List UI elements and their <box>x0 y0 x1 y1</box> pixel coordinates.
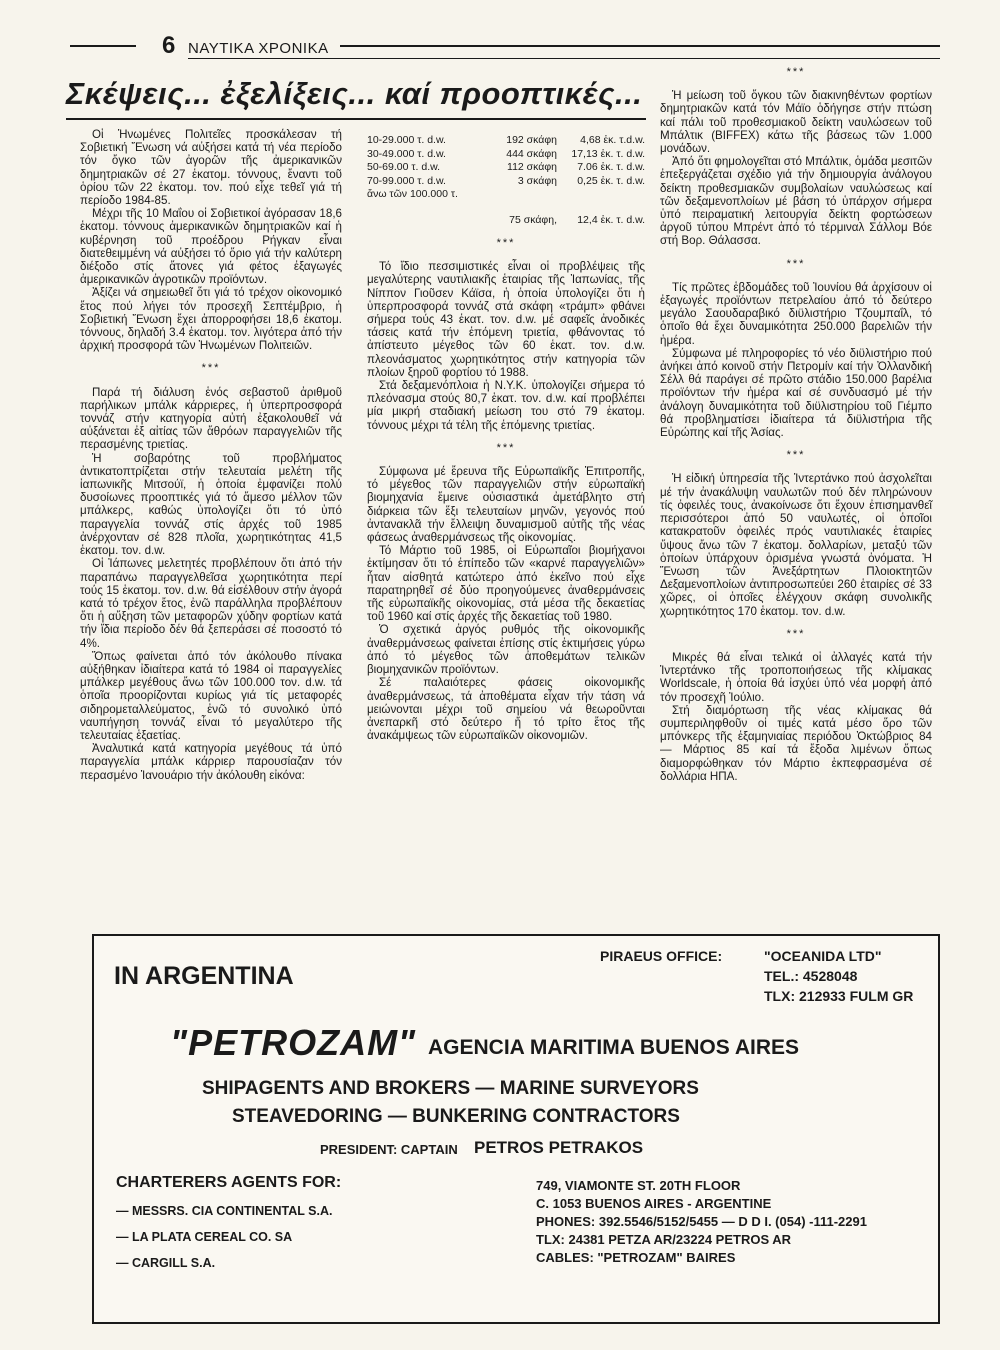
paragraph: Σέ παλαιότερες φάσεις οἰκονομικῆς ἀναθερμάνσεως, τά ἀποθέματα εἶχαν τήν τάση νά μειώνονται μέχρι τοῦ σημείου νά θεωροῦνται ἀνεπαρκῆ στό δεύτερο ἤ τό τρίτο ἔτος τῆς ἀνακάμψεως τῶν εὐρωπαϊκῶν οἰκονομιῶν. <box>367 676 645 743</box>
section-separator: *** <box>496 441 516 454</box>
paragraph: Ὁ σχετικά ἀργός ρυθμός τῆς οἰκονομικῆς ἀναθερμάνσεως φαίνεται ἐπίσης στίς ἐκτιμήσεις γύρω ἀπό τό μέγεθος τῶν ἀποθεμάτων τελικῶν βιομηχανικῶν προϊόντων. <box>367 623 645 677</box>
paragraph: Μέχρι τῆς 10 Μαΐου οἱ Σοβιετικοί ἀγόρασαν 18,6 ἑκατομ. τόννους ἀμερικανικῶν δημητριακῶν καί ἡ κυβέρνηση τοῦ προέδρου Ρήγκαν εἶναι διατεθειμμένη νά αὐξήσει τό ὅριο γιά τήν καλύτερη διέξοδο στίς ἄτονες γιά φέτος ἐξαγωγές ἀμερικανικῶν ἀγροτικῶν προϊόντων. <box>80 207 342 287</box>
table-cell-ships: 112 σκάφη <box>507 161 557 173</box>
paragraph: Τίς πρῶτες ἑβδομάδες τοῦ Ἰουνίου θά ἀρχίσουν οἱ ἐξαγωγές προϊόντων πετρελαίου ἀπό τό δεύτερο μεγάλο Σαουδαραβικό διϋλιστήριο Τζουμπαΐλ, τό ὁποῖο θά ἔχει δυναμικότητα 250.000 βαρελιῶν τήν ἡμέρα. <box>660 280 932 347</box>
column-right <box>660 66 932 783</box>
advertisement-petrozam <box>92 934 940 1324</box>
ad-president-name: PETROS PETRAKOS <box>474 1138 644 1157</box>
ad-cables: CABLES: "PETROZAM" BAIRES <box>536 1250 736 1265</box>
paragraph: Ἡ μείωση τοῦ ὄγκου τῶν διακινηθέντων φορτίων δημητριακῶν κατά τόν Μάϊο ὁδήγησε στήν πτώση καί πάλι τοῦ προθεσμιακοῦ δείκτη ναυλώσεων τοῦ Μπάλτικ (BIFFEX) κάτω τῆς βάσεως τῶν 1.000 μονάδων. <box>660 89 932 156</box>
ad-company-name: "PETROZAM" <box>170 1022 417 1063</box>
table-cell-ships: 444 σκάφη <box>506 147 557 160</box>
paragraph: Οἱ Ἰάπωνες μελετητές προβλέπουν ὅτι ἀπό τήν παραπάνω παραγγελθεῖσα χωρητικότητα περί τούς 15 ἑκατομ. τον. d.w. θά εἰσέλθουν στήν ἀγορά κατά τό τρέχον ἔτος, ἐνῶ παράλληλα προβλέπουν ὅτι ἡ αὔξηση τῶν μεταφορῶν χύδην φορτίων κατά τήν ἴδια περίοδο δέν θά ξεπεράσει σέ ποσοστό τό 4%. <box>80 557 342 650</box>
ad-address-line-2: C. 1053 BUENOS AIRES - ARGENTINE <box>536 1196 772 1211</box>
ad-charterer-item: — MESSRS. CIA CONTINENTAL S.A. <box>116 1204 333 1218</box>
table-cell-size: 30-49.000 τ. d.w. <box>367 147 446 160</box>
section-separator: *** <box>786 66 806 78</box>
ad-office-tel: TEL.: 4528048 <box>764 968 858 984</box>
paragraph: Ὅπως φαίνεται ἀπό τόν ἀκόλουθο πίνακα αὐξήθηκαν ἰδιαίτερα κατά τό 1984 οἱ παραγγελίες μπάλκερ μεγέθους ἄνω τῶν 100.000 τον. d.w. τά ὁποῖα προορίζονται κυρίως γιά τίς μεταφορές σιδηρομεταλλεύματος, ἐνῶ τό συνολικό ὑπό ναυπήγηση τοννάζ εἶναι τό μεγαλύτερο τῆς τελευταίας ἑξαετίας. <box>80 649 342 742</box>
paragraph: Μικρές θά εἶναι τελικά οἱ ἀλλαγές κατά τήν Ἰντερτάνκο τῆς τροποποιήσεως τῆς κλίμακας Worldscale, ἡ ὁποία θά ἰσχύει ὑπό νέα μορφή ἀπό τόν προσεχῆ Ἰούλιο. <box>660 650 932 704</box>
ad-office-name: "OCEANIDA LTD" <box>764 948 882 964</box>
article-headline: Σκέψεις... ἐξελίξεις... καί προοπτικές... <box>66 76 643 111</box>
section-separator: *** <box>786 627 806 640</box>
publication-name: ΝΑΥΤΙΚΑ ΧΡΟΝΙΚΑ <box>188 40 329 57</box>
ad-telex: TLX: 24381 PETZA AR/23224 PETROS AR <box>536 1232 792 1247</box>
paragraph: Τό Μάρτιο τοῦ 1985, οἱ Εὐρωπαῖοι βιομήχανοι ἐκτίμησαν ὅτι τό ἐπίπεδο τῶν «καρνέ παραγγελιῶν» ἦταν αἰσθητά κατώτερο ἀπό ἐκεῖνο πού εἶχε παρατηρηθεῖ σέ δύο προηγούμενες ἀναθερμάνσεις τῆς εὐρωπαϊκῆς οἰκονομίας, στά μέσα τῆς δεκαετίας τοῦ 1960 καί στίς ἀρχές τῆς δεκαετίας τοῦ 1980. <box>367 544 645 624</box>
ad-services-line-1: SHIPAGENTS AND BROKERS — MARINE SURVEYORS <box>202 1078 699 1099</box>
section-separator: *** <box>786 449 806 462</box>
paragraph: Στά δεξαμενόπλοια ἡ Ν.Υ.Κ. ὑπολογίζει σήμερα τό πλεόνασμα στούς 80,7 ἑκατ. τον. d.w. καί προβλέπει μία μικρή σταδιακή μείωση του στό 79 ἑκατομ. τόννους μέχρι τά τέλη τῆς ἑπόμενης τριετίας. <box>367 379 645 432</box>
table-row <box>367 134 645 148</box>
paragraph: Οἱ Ἡνωμένες Πολιτεῖες προσκάλεσαν τή Σοβιετική Ἕνωση νά αὐξήσει κατά τή νέα περίοδο τόν ὄγκο τῶν ἀγορῶν τῆς ἀμερικανικῶν δημητριακῶν σέ 27 ἑκατομ. τόννους, ἔναντι τοῦ ὁρίου τῶν 22 ἑκατομ. τον. πού εἶχε τεθεῖ γιά τή περίοδο 1984-85. <box>80 128 342 208</box>
ad-office-telex: TLX: 212933 FULM GR <box>764 988 914 1004</box>
table-cell-size: 70-99.000 τ. d.w. <box>367 174 446 187</box>
headline-rule <box>66 118 646 120</box>
table-cell-dwt: 4,68 ἑκ. τ.d.w. <box>580 134 645 146</box>
ad-office-label: PIRAEUS OFFICE: <box>600 948 723 964</box>
table-cell-dwt: 12,4 ἑκ. τ. d.w. <box>577 213 645 226</box>
ad-charterer-item: — CARGILL S.A. <box>116 1256 216 1270</box>
table-cell-dwt: 7.06 ἑκ. τ. d.w. <box>577 161 645 173</box>
paragraph: Ἀξίζει νά σημειωθεῖ ὅτι γιά τό τρέχον οἰκονομικό ἔτος πού λήγει τόν προσεχῆ Σεπτέμβριο, ἡ Σοβιετική Ἕνωση ἔχει ἀπορροφήσει 18,6 ἑκατομ. τόννους, δηλαδή 3.4 ἑκατομ. τον. λιγότερα ἀπό τήν ἀρχική προσφορά τῶν Ἡνωμένων Πολιτειῶν. <box>80 286 342 353</box>
paragraph: Σύμφωνα μέ πληροφορίες τό νέο διϋλιστήριο πού ἀνήκει ἀπό κοινοῦ στήν Πετρομίν καί τήν Ὀλλανδική Σέλλ θά παράγει σέ πρῶτο στάδιο 150.000 βαρέλια προϊόντων τήν ἡμέρα καί σέ συνδυασμό μέ τήν ἀνάλογη δυναμικότητα τοῦ διϋλιστηρίου τοῦ Γιέμπο θά προβληματίσει ἰδιαίτερα τά διϋλιστήρια τῆς Εὐρώπης καί τῆς Ἀσίας. <box>660 346 932 440</box>
table-row <box>367 148 645 162</box>
ad-charterer-item: — LA PLATA CEREAL CO. SA <box>116 1230 293 1244</box>
header-rule-right <box>340 45 940 47</box>
ad-region: IN ARGENTINA <box>114 962 294 990</box>
table-cell-size: 10-29.000 τ. d.w. <box>367 134 446 146</box>
ad-phones: PHONES: 392.5546/5152/5455 — D D I. (054) -111-2291 <box>536 1214 867 1229</box>
table-cell-ships: 75 σκάφη, <box>509 213 557 226</box>
table-row <box>367 161 645 175</box>
paragraph: Ἀπό ὅτι φημολογεῖται στό Μπάλτικ, ὁμάδα μεσιτῶν ἐπεξεργάζεται σχέδιο γιά τήν δημιουργία ἀνάλογου δείκτη προθεσμιακῶν συμβολαίων ναυλώσεως καί τῶν δεξαμενοπλοίων μέ βάση τό ὑπάρχον σήμερα ὑπό πειραματική λειτουργία δείκτη φορτώσεων ἀργοῦ τύπου Μπρέντ ἀπό τό τέρμιναλ Σάλλομ Βόε στή Βορ. Θάλασσα. <box>660 155 932 248</box>
column-middle <box>367 134 645 742</box>
ad-charterers-title: CHARTERERS AGENTS FOR: <box>116 1174 342 1191</box>
table-cell-size: 50-69.00 τ. d.w. <box>367 161 441 173</box>
ad-company-subtitle: AGENCIA MARITIMA BUENOS AIRES <box>428 1036 800 1059</box>
table-cell-ships <box>475 188 565 202</box>
page-header <box>70 34 940 62</box>
table-cell-dwt <box>565 188 645 202</box>
paragraph: Ἡ σοβαρότης τοῦ προβλήματος ἀντικατοπτρίζεται στήν τελευταία μελέτη τῆς ἰαπωνικῆς Μιτσούϊ, ἡ ὁποία ἐμφανίζει πολύ δυσοίωνες προοπτικές γιά τό ἄμεσο μέλλον τῶν μπάλκερς, καθώς ὑπολογίζει ὅτι τό ὑπό παραγγελία τοννάζ στίς ἀρχές τοῦ 1985 ἀνέρχονταν σέ 828 πλοῖα, χωρητικότητας 41,5 ἑκατομ. τον. d.w. <box>80 451 342 558</box>
table-cell-dwt: 17,13 ἑκ. τ. d.w. <box>571 147 645 160</box>
table-row <box>367 188 645 202</box>
section-separator: *** <box>201 362 221 375</box>
paragraph: Ἡ εἰδική ὑπηρεσία τῆς Ἰντερτάνκο πού ἀσχολεῖται μέ τήν ἀνακάλυψη ναυλωτῶν πού δέν πληρώνουν τίς ὀφειλές τους, ἀνακοίνωσε ὅτι ἔχουν ἐπισημανθεῖ περισσότεροι ἀπό 50 ναυλωτές, οἱ ὁποῖοι κατακρατοῦν ὀφειλές πρός ναυτιλιακές ἑταιρίες ὕψους ἄνω τῶν 7 ἑκατομ. δολλαρίων, μεταξύ τῶν ὁποίων ὑπάρχουν ὁρισμένα γνωστά ὀνόματα. Ἡ Ἕνωση τῶν Ἀνεξάρτητων Πλοιοκτητῶν Δεξαμενοπλοίων ἀντιπροσωπεύει 260 ἑταιρίες σέ 33 χῶρες, οἱ ὁποῖες ἐλέγχουν σκάφη συνολικῆς χωρητικότητος 170 ἑκατομ. τον. d.w. <box>660 472 932 618</box>
paragraph: Ἀναλυτικά κατά κατηγορία μεγέθους τά ὑπό παραγγελία μπάλκ κάρριερ παρουσίαζαν τόν περασμένο Ἰανουάριο τήν ἀκόλουθη εἰκόνα: <box>80 742 342 782</box>
column-left <box>80 128 342 782</box>
table-cell-size: ἄνω τῶν 100.000 τ. <box>367 188 458 200</box>
section-separator: *** <box>786 257 806 270</box>
table-cell-ships: 192 σκάφη <box>506 134 557 146</box>
paragraph: Τό ἴδιο πεσσιμιστικές εἶναι οἱ προβλέψεις τῆς μεγαλύτερης ναυτιλιακῆς ἑταιρίας τῆς Ἰαπωνίας, τῆς Νίππον Γιοῦσεν Κάϊσα, ἡ ὁποία ὑπολογίζει ὅτι ἡ ὑπερπροσφορά τοννάζ στά σκάφη «τράμπ» φθάνει σήμερα τούς 43 ἑκατ. τον. d.w. μέ σαφεῖς ἀνοδικές τάσεις κατά τήν ἑπόμενη τριετία, φθάνοντας τό ἀπίστευτο μέγεθος τῶν 60 ἑκατ. τον. d.w. πλεονάσματος χωρητικότητος στήν κατηγορία τῶν πλοίων ξηροῦ φορτίου τό 1988. <box>367 260 645 379</box>
table-cell-dwt: 0,25 ἑκ. τ. d.w. <box>577 174 645 187</box>
page-number: 6 <box>162 32 176 59</box>
section-separator: *** <box>496 237 516 249</box>
table-row <box>367 214 645 228</box>
table-row <box>367 175 645 189</box>
table-cell-ships: 3 σκάφη <box>517 174 557 187</box>
ad-services-line-2: STEAVEDORING — BUNKERING CONTRACTORS <box>232 1106 680 1127</box>
ad-president-label: PRESIDENT: CAPTAIN <box>320 1142 458 1157</box>
paragraph: Στή διαμόρτωση τῆς νέας κλίμακας θά συμπεριληφθοῦν οἱ τιμές κατά μέσο ὅρο τῶν μπόνκερς τῆς ἑξαμηνιαίας περιόδου Ὀκτώβριος 84 — Μάρτιος 85 καί τά ἔξοδα λιμένων ὅπως διαμορφώθηκαν τόν Μάρτιο ἐκπεφρασμένα σέ δολλάρια ΗΠΑ. <box>660 703 932 783</box>
ad-address-line-1: 749, VIAMONTE ST. 20TH FLOOR <box>536 1178 741 1193</box>
orders-table <box>367 134 645 227</box>
paragraph: Σύμφωνα μέ ἔρευνα τῆς Εὐρωπαϊκῆς Ἐπιτροπῆς, τό μέγεθος τῶν παραγγελιῶν στήν εὐρωπαϊκή βιομηχανία ἔμεινε οὐσιαστικά ἀμετάβλητο στή διάρκεια τῶν ἕξι τελευταίων μηνῶν, γεγονός πού ἀντανακλᾶ τήν ἔλλειψη δυναμισμοῦ αὐτῆς τῆς νέας φάσεως ἀναθερμάνσεως τῆς οἰκονομίας. <box>367 465 645 545</box>
header-rule-left <box>70 45 136 47</box>
paragraph: Παρά τή διάλυση ἑνός σεβαστοῦ ἀριθμοῦ παρήλικων μπάλκ κάρριερες, ἡ ὑπερπροσφορά τοννάζ στήν κατηγορία αὐτή ἐξακολουθεῖ νά αὐξάνεται ἐξ αἰτίας τῶν ἄθρόων παραγγελιῶν τῆς περασμένης τριετίας. <box>80 385 342 452</box>
header-rule-under <box>188 58 940 59</box>
